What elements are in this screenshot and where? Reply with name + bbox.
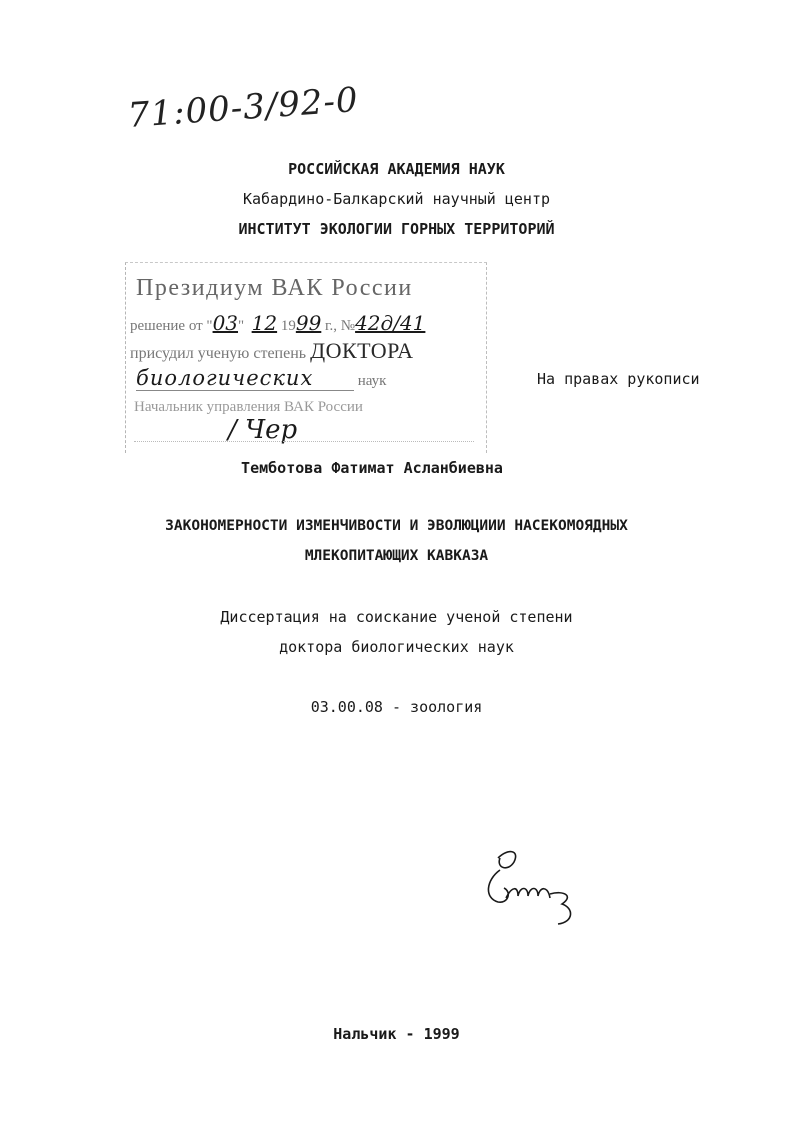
stamp-day: 03 (212, 311, 239, 335)
stamp-decision-line (130, 311, 425, 335)
archive-code: 71:00-3/92-0 (126, 79, 360, 136)
stamp-year-unit: г., № (321, 318, 356, 334)
stamp-month: 12 (251, 311, 278, 335)
stamp-decision-prefix: решение от " (130, 318, 213, 334)
research-center-name: Кабардино-Балкарский научный центр (242, 190, 551, 208)
dissertation-line-1: Диссертация на соискание ученой степени (220, 608, 573, 626)
stamp-chief-title: Начальник управления ВАК России (134, 399, 363, 415)
dissertation-line-2: доктора биологических наук (279, 638, 514, 656)
stamp-field-suffix: наук (354, 373, 387, 389)
vak-approval-stamp (125, 262, 487, 453)
author-name-text: Темботова Фатимат Асланбиевна (241, 459, 503, 477)
stamp-signature: / Чер (228, 415, 298, 445)
organization-name: РОССИЙСКАЯ АКАДЕМИЯ НАУК (288, 160, 505, 178)
institute-name: ИНСТИТУТ ЭКОЛОГИИ ГОРНЫХ ТЕРРИТОРИЙ (238, 220, 555, 238)
stamp-degree: ДОКТОРА (310, 338, 414, 363)
manuscript-rights-note: На правах рукописи (537, 370, 700, 388)
author-name (52, 459, 692, 477)
stamp-degree-text: присудил ученую степень (130, 345, 311, 362)
thesis-title-line-1: ЗАКОНОМЕРНОСТИ ИЗМЕНЧИВОСТИ И ЭВОЛЮЦИИИ НАСЕКОМОЯДНЫХ (165, 518, 628, 534)
stamp-field-line (136, 366, 386, 391)
specialty-code: 03.00.08 - зоология (310, 698, 483, 716)
thesis-title-line-2: МЛЕКОПИТАЮЩИХ КАВКАЗА (304, 548, 489, 564)
author-signature (478, 846, 588, 936)
stamp-year-suffix: 99 (295, 311, 322, 335)
stamp-title: Президиум ВАК России (136, 275, 413, 301)
stamp-year-prefix: 19 (280, 318, 296, 334)
stamp-divider (134, 441, 474, 442)
stamp-degree-line (130, 338, 414, 364)
stamp-field: биологических (136, 366, 354, 391)
stamp-number: 42д/41 (355, 311, 426, 335)
city-year: Нальчик - 1999 (333, 1025, 460, 1043)
stamp-quote: " (238, 318, 245, 334)
